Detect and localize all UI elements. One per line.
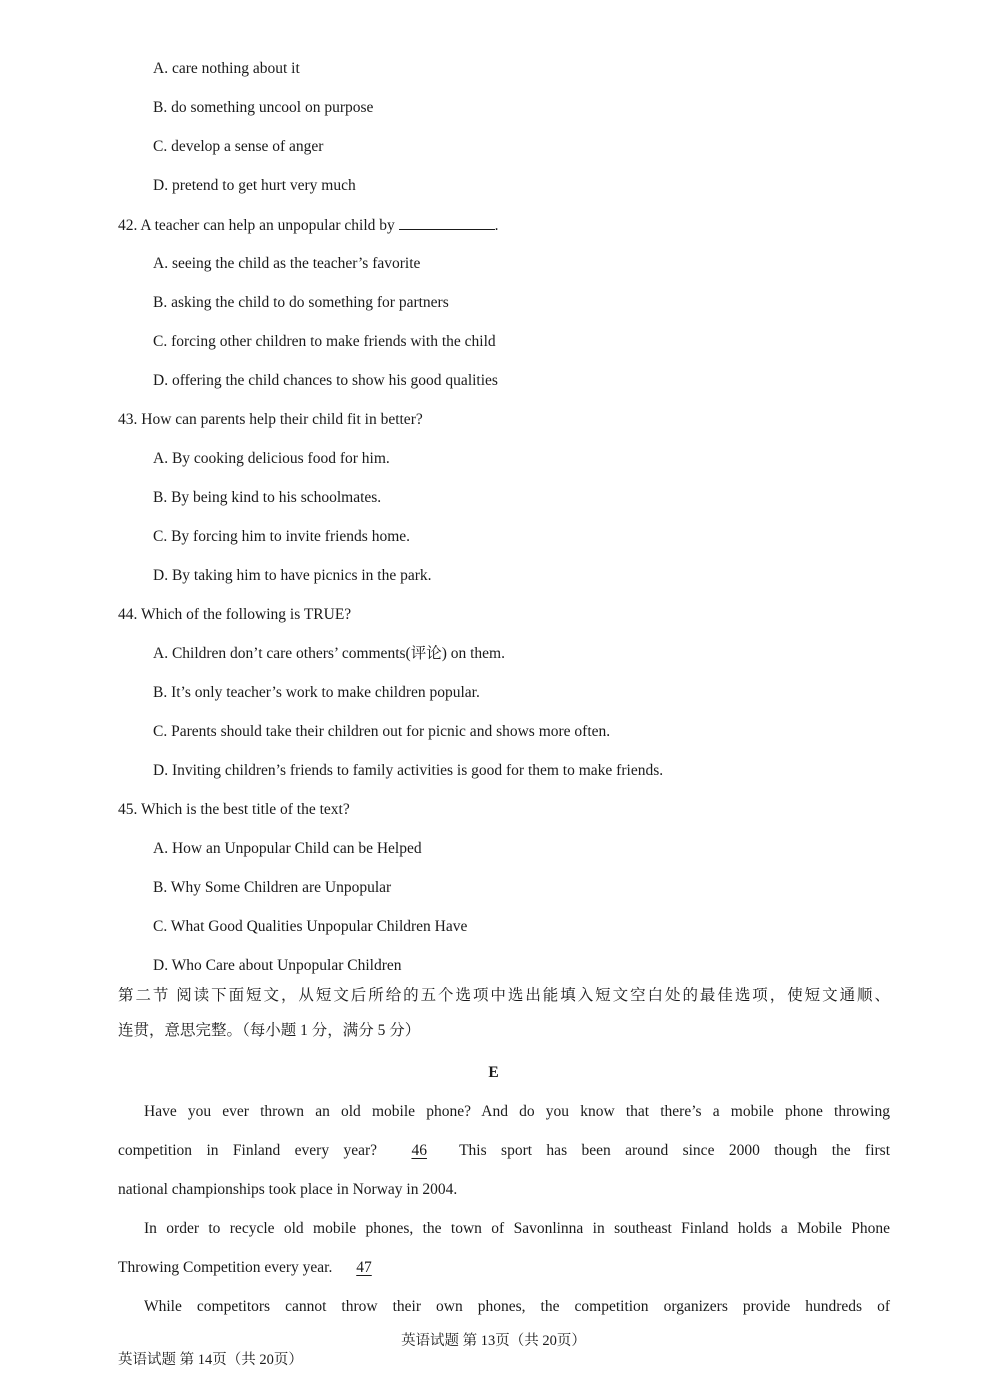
q45-stem: 45. Which is the best title of the text?: [118, 801, 350, 818]
q41-option-a: A. care nothing about it: [153, 60, 300, 77]
q42-blank: [399, 215, 495, 230]
footer-page-14: 英语试题 第 14页（共 20页）: [118, 1352, 303, 1368]
q42-stem-end: .: [494, 217, 499, 234]
footer-page-13: 英语试题 第 13页（共 20页）: [401, 1333, 586, 1349]
q41-option-d: D. pretend to get hurt very much: [153, 177, 356, 194]
passage-p3-line1: While competitors cannot throw their own phones, the competition organizers provide hundreds of: [144, 1298, 890, 1315]
q44-option-c: C. Parents should take their children out for picnic and shows more often.: [153, 723, 611, 740]
passage-p1-line1: Have you ever thrown an old mobile phone? And do you know that there’s a mobile phone throwing: [144, 1103, 890, 1120]
q45-option-b: B. Why Some Children are Unpopular: [153, 879, 392, 896]
q42-stem-text: 42. A teacher can help an unpopular child by: [118, 217, 399, 234]
passage-p1-line3: national championships took place in Norway in 2004.: [118, 1181, 458, 1198]
q45-option-c: C. What Good Qualities Unpopular Children Have: [153, 918, 468, 935]
q42-option-d: D. offering the child chances to show his good qualities: [153, 372, 498, 389]
q44-stem: 44. Which of the following is TRUE?: [118, 606, 352, 623]
q41-option-b: B. do something uncool on purpose: [153, 99, 374, 116]
q44-option-b: B. It’s only teacher’s work to make children popular.: [153, 684, 480, 701]
passage-p1-line2: [118, 1141, 890, 1161]
q41-option-c: C. develop a sense of anger: [153, 138, 324, 155]
q43-stem: 43. How can parents help their child fit in better?: [118, 411, 423, 428]
section2-instruction-line2: 连贯，意思完整。（每小题 1 分，满分 5 分）: [118, 1022, 421, 1039]
q44-option-d: D. Inviting children’s friends to family activities is good for them to make friends.: [153, 762, 664, 779]
section2-instruction-line1: 第二节 阅读下面短文，从短文后所给的五个选项中选出能填入短文空白处的最佳选项，使短文通顺、: [118, 987, 890, 1004]
q42-option-a: A. seeing the child as the teacher’s favorite: [153, 255, 421, 272]
q43-option-d: D. By taking him to have picnics in the park.: [153, 567, 432, 584]
passage-label: E: [488, 1064, 499, 1081]
q42-option-b: B. asking the child to do something for partners: [153, 294, 449, 311]
blank-46: 46: [411, 1142, 427, 1159]
blank-47: 47: [356, 1259, 372, 1276]
q44-option-a: A. Children don’t care others’ comments(评论) on them.: [153, 645, 505, 662]
q43-option-c: C. By forcing him to invite friends home.: [153, 528, 411, 545]
passage-p2-line2-before: Throwing Competition every year.: [118, 1259, 333, 1276]
q42-option-c: C. forcing other children to make friends with the child: [153, 333, 496, 350]
q45-option-a: A. How an Unpopular Child can be Helped: [153, 840, 422, 857]
passage-p2-line1: In order to recycle old mobile phones, the town of Savonlinna in southeast Finland holds a Mobile Phone: [144, 1220, 890, 1237]
passage-p1-line2-before: competition in Finland every year?: [118, 1142, 378, 1159]
passage-p1-line2-after: This sport has been around since 2000 though the first: [459, 1142, 891, 1159]
q42-stem: [118, 215, 499, 236]
q43-option-b: B. By being kind to his schoolmates.: [153, 489, 382, 506]
passage-p2-line2: [118, 1258, 386, 1278]
q43-option-a: A. By cooking delicious food for him.: [153, 450, 390, 467]
q45-option-d: D. Who Care about Unpopular Children: [153, 957, 402, 974]
